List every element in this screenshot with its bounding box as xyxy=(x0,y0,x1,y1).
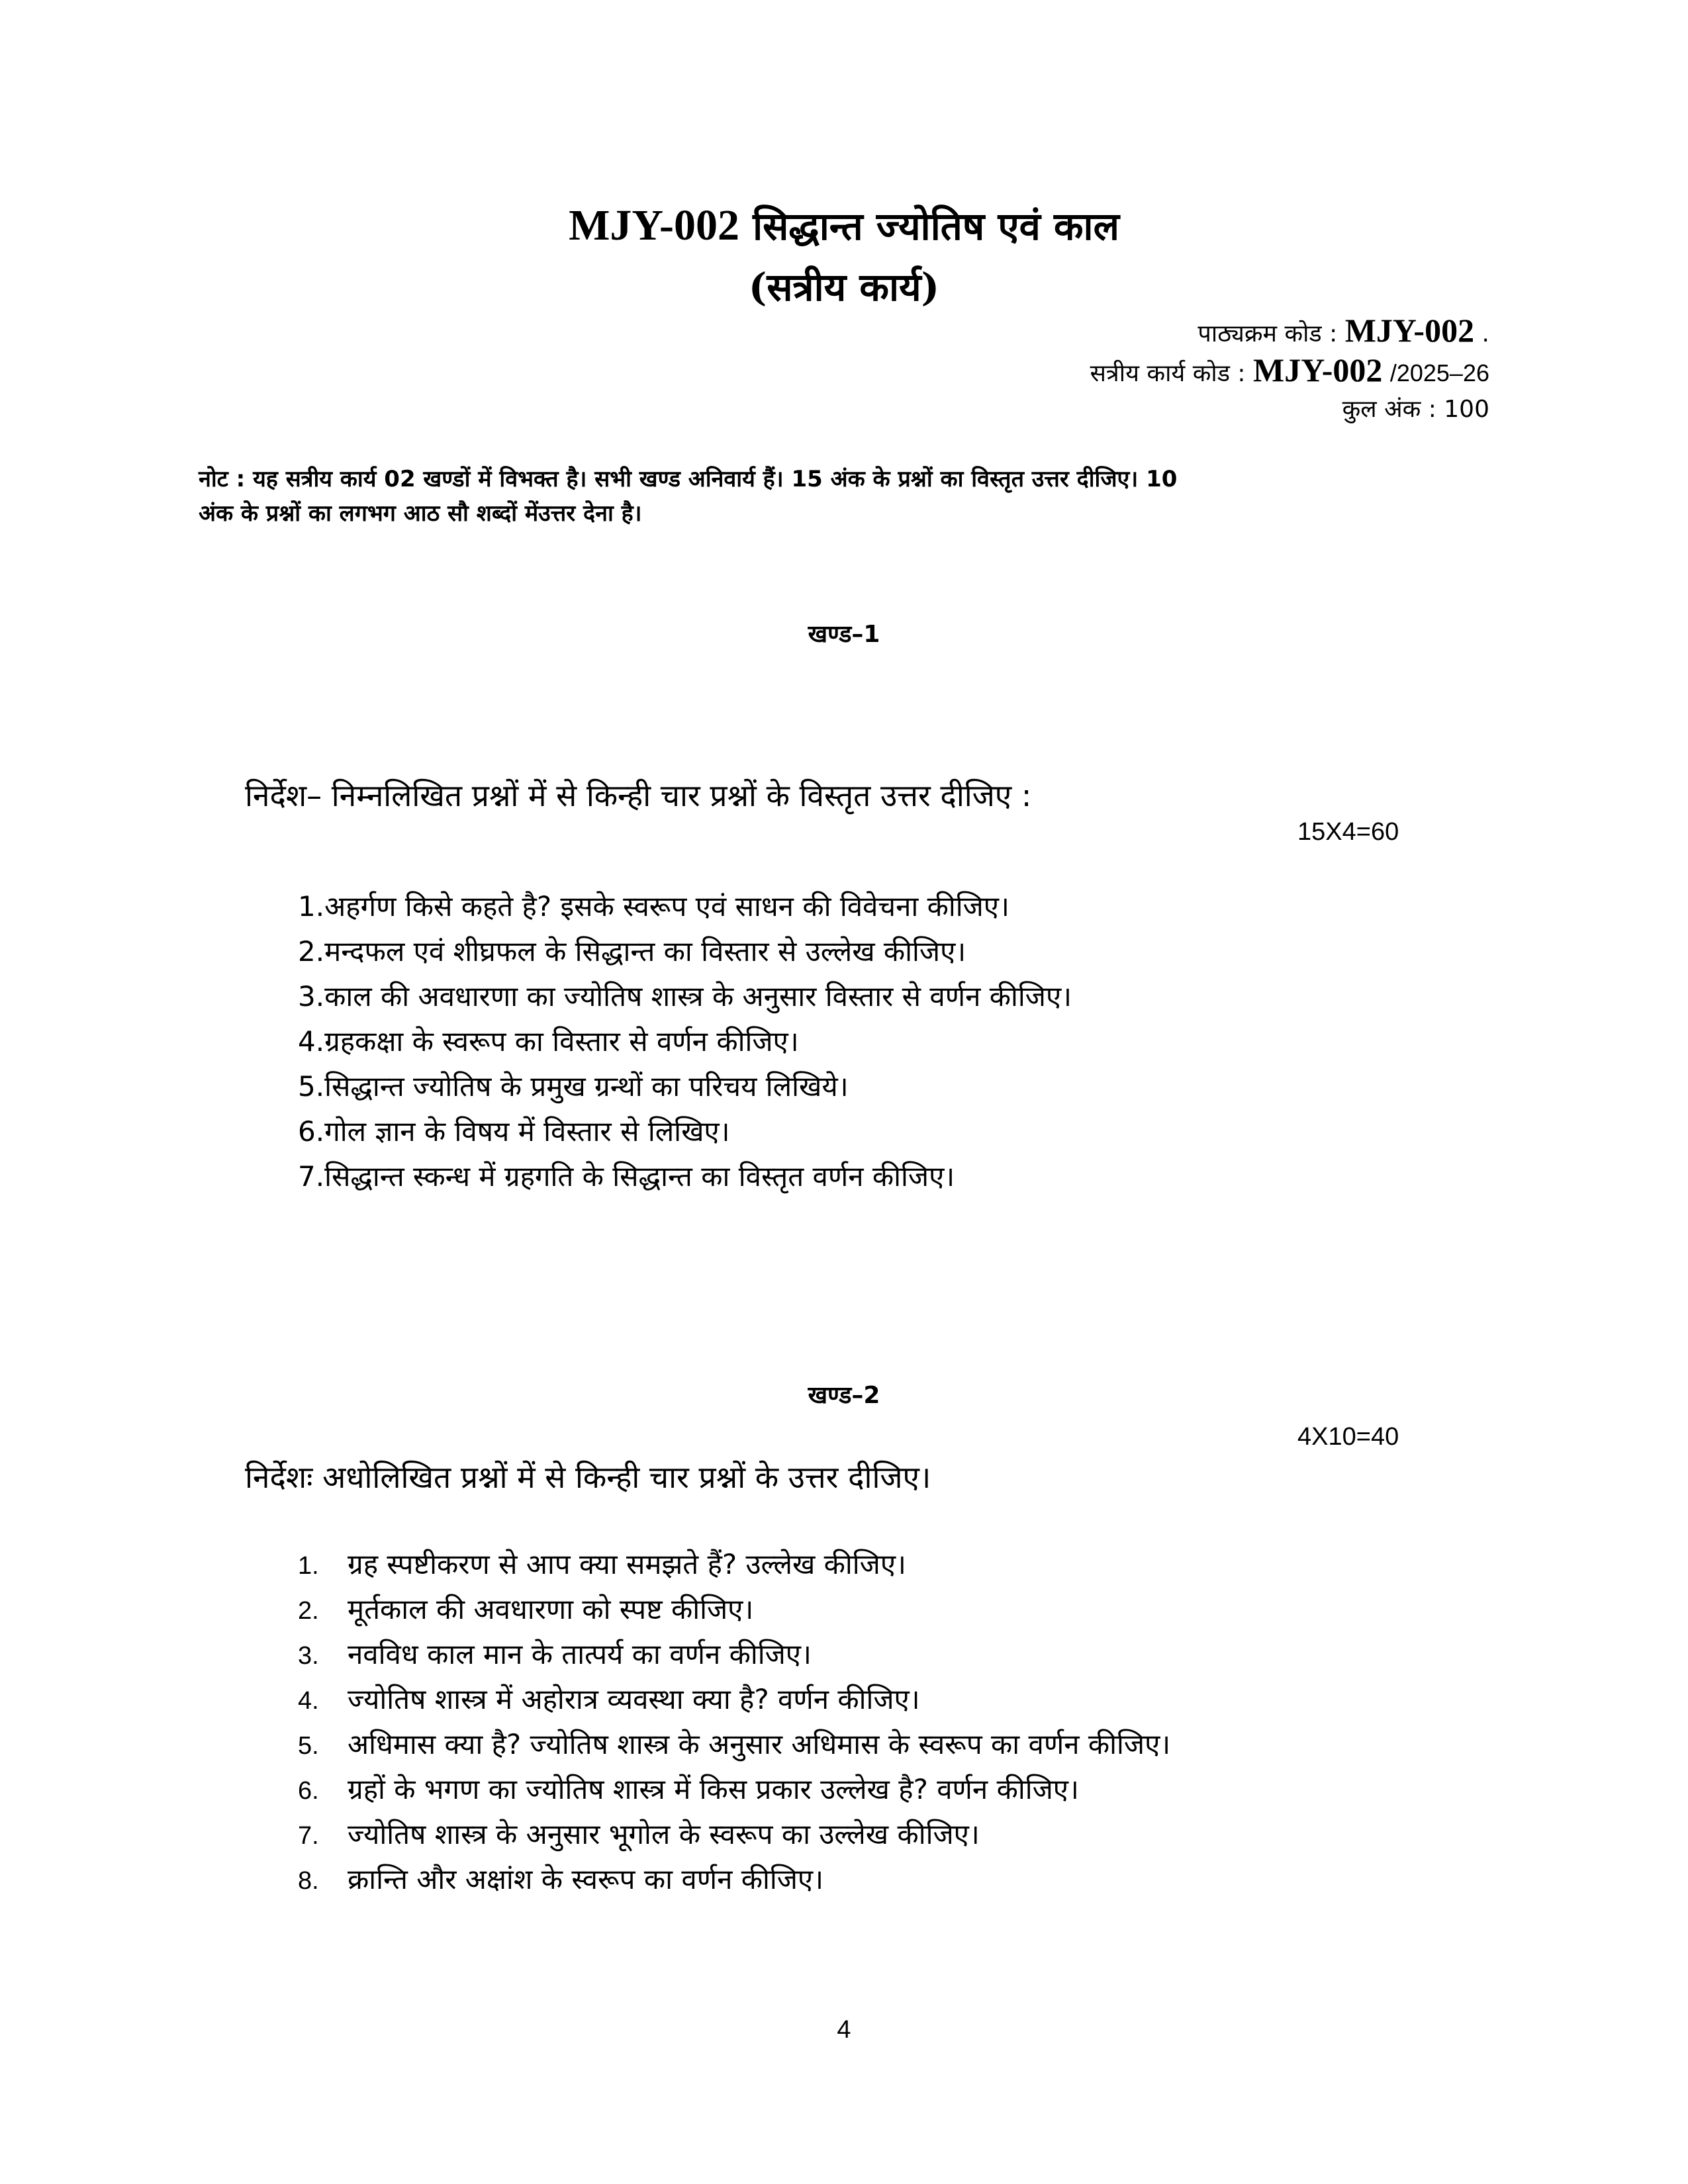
question-number: 8. xyxy=(298,1867,319,1895)
section-2-question xyxy=(298,1635,812,1672)
note-line-2: अंक के प्रश्नों का लगभग आठ सौ शब्दों मेंउत्तर देना है। xyxy=(199,500,642,527)
question-text: क्रान्ति और अक्षांश के स्वरूप का वर्णन कीजिए। xyxy=(348,1863,824,1895)
question-number: 6. xyxy=(298,1777,319,1805)
document-title xyxy=(0,199,1688,251)
document-subtitle: (सत्रीय कार्य) xyxy=(748,265,940,310)
section-2-question xyxy=(298,1545,906,1582)
question-text: ज्योतिष शास्त्र के अनुसार भूगोल के स्वरूप का उल्लेख कीजिए। xyxy=(348,1818,980,1850)
section-1-question: 6.गोल ज्ञान के विषय में विस्तार से लिखिए। xyxy=(298,1115,730,1148)
assignment-code-label: सत्रीय कार्य कोड : xyxy=(1090,360,1246,387)
section-1-instruction: निर्देश– निम्नलिखित प्रश्नों में से किन्ही चार प्रश्नों के विस्तृत उत्तर दीजिए : xyxy=(245,778,1032,813)
section-1-question: 3.काल की अवधारणा का ज्योतिष शास्त्र के अनुसार विस्तार से वर्णन कीजिए। xyxy=(298,980,1072,1013)
section-1-question: 7.सिद्धान्त स्कन्ध में ग्रहगति के सिद्धान्त का विस्तृत वर्णन कीजिए। xyxy=(298,1160,955,1193)
section-1-marks: 15X4=60 xyxy=(1297,818,1399,846)
course-code-line xyxy=(1197,311,1489,349)
section-2-question xyxy=(298,1770,1079,1807)
question-number: 7. xyxy=(298,1822,319,1850)
assignment-code-line xyxy=(1090,351,1489,389)
title-course-name: सिद्धान्त ज्योतिष एवं काल xyxy=(753,204,1119,249)
note xyxy=(199,462,1489,531)
question-number: 3. xyxy=(298,1642,319,1670)
question-text: ग्रहों के भगण का ज्योतिष शास्त्र में किस प्रकार उल्लेख है? वर्णन कीजिए। xyxy=(348,1773,1079,1805)
section-1-heading: खण्ड–1 xyxy=(808,621,880,648)
section-2-question xyxy=(298,1725,1170,1762)
section-2-marks: 4X10=40 xyxy=(1297,1423,1399,1451)
question-number: 5. xyxy=(298,1732,319,1760)
question-text: अधिमास क्या है? ज्योतिष शास्त्र के अनुसार अधिमास के स्वरूप का वर्णन कीजिए। xyxy=(348,1728,1171,1760)
note-line-1: नोट : यह सत्रीय कार्य 02 खण्डों में विभक्त है। सभी खण्ड अनिवार्य हैं। 15 अंक के प्रश्नों का विस्तृत उत्तर दीजिए। 10 xyxy=(199,466,1178,492)
section-2-heading: खण्ड–2 xyxy=(808,1382,880,1409)
question-text: ज्योतिष शास्त्र में अहोरात्र व्यवस्था क्या है? वर्णन कीजिए। xyxy=(348,1683,920,1715)
course-code-suffix: . xyxy=(1481,320,1489,347)
section-1-question: 1.अहर्गण किसे कहते है? इसके स्वरूप एवं साधन की विवेचना कीजिए। xyxy=(298,890,1009,923)
question-number: 4. xyxy=(298,1687,319,1715)
section-2-question xyxy=(298,1590,753,1627)
question-number: 2. xyxy=(298,1597,319,1625)
section-2-question xyxy=(298,1860,823,1897)
total-marks: कुल अंक : 100 xyxy=(1342,396,1489,423)
section-1-question: 2.मन्दफल एवं शीघ्रफल के सिद्धान्त का विस्तार से उल्लेख कीजिए। xyxy=(298,935,966,968)
question-text: नवविध काल मान के तात्पर्य का वर्णन कीजिए। xyxy=(348,1638,812,1670)
section-1-question: 5.सिद्धान्त ज्योतिष के प्रमुख ग्रन्थों का परिचय लिखिये। xyxy=(298,1070,849,1103)
section-1-question: 4.ग्रहकक्षा के स्वरूप का विस्तार से वर्णन कीजिए। xyxy=(298,1025,799,1058)
page-number: 4 xyxy=(837,2016,851,2044)
course-code-label: पाठ्यक्रम कोड : xyxy=(1197,320,1338,347)
title-course-code: MJY-002 xyxy=(569,201,739,250)
section-2-question xyxy=(298,1815,980,1852)
assignment-year: /2025–26 xyxy=(1389,359,1489,387)
question-number: 1. xyxy=(298,1552,319,1580)
course-code-value: MJY-002 xyxy=(1344,312,1475,349)
assignment-code-value: MJY-002 xyxy=(1253,351,1383,388)
section-2-question xyxy=(298,1680,920,1717)
question-text: ग्रह स्पष्टीकरण से आप क्या समझते हैं? उल्लेख कीजिए। xyxy=(348,1548,906,1580)
question-text: मूर्तकाल की अवधारणा को स्पष्ट कीजिए। xyxy=(348,1593,754,1625)
section-2-instruction: निर्देशः अधोलिखित प्रश्नों में से किन्ही चार प्रश्नों के उत्तर दीजिए। xyxy=(245,1459,931,1495)
